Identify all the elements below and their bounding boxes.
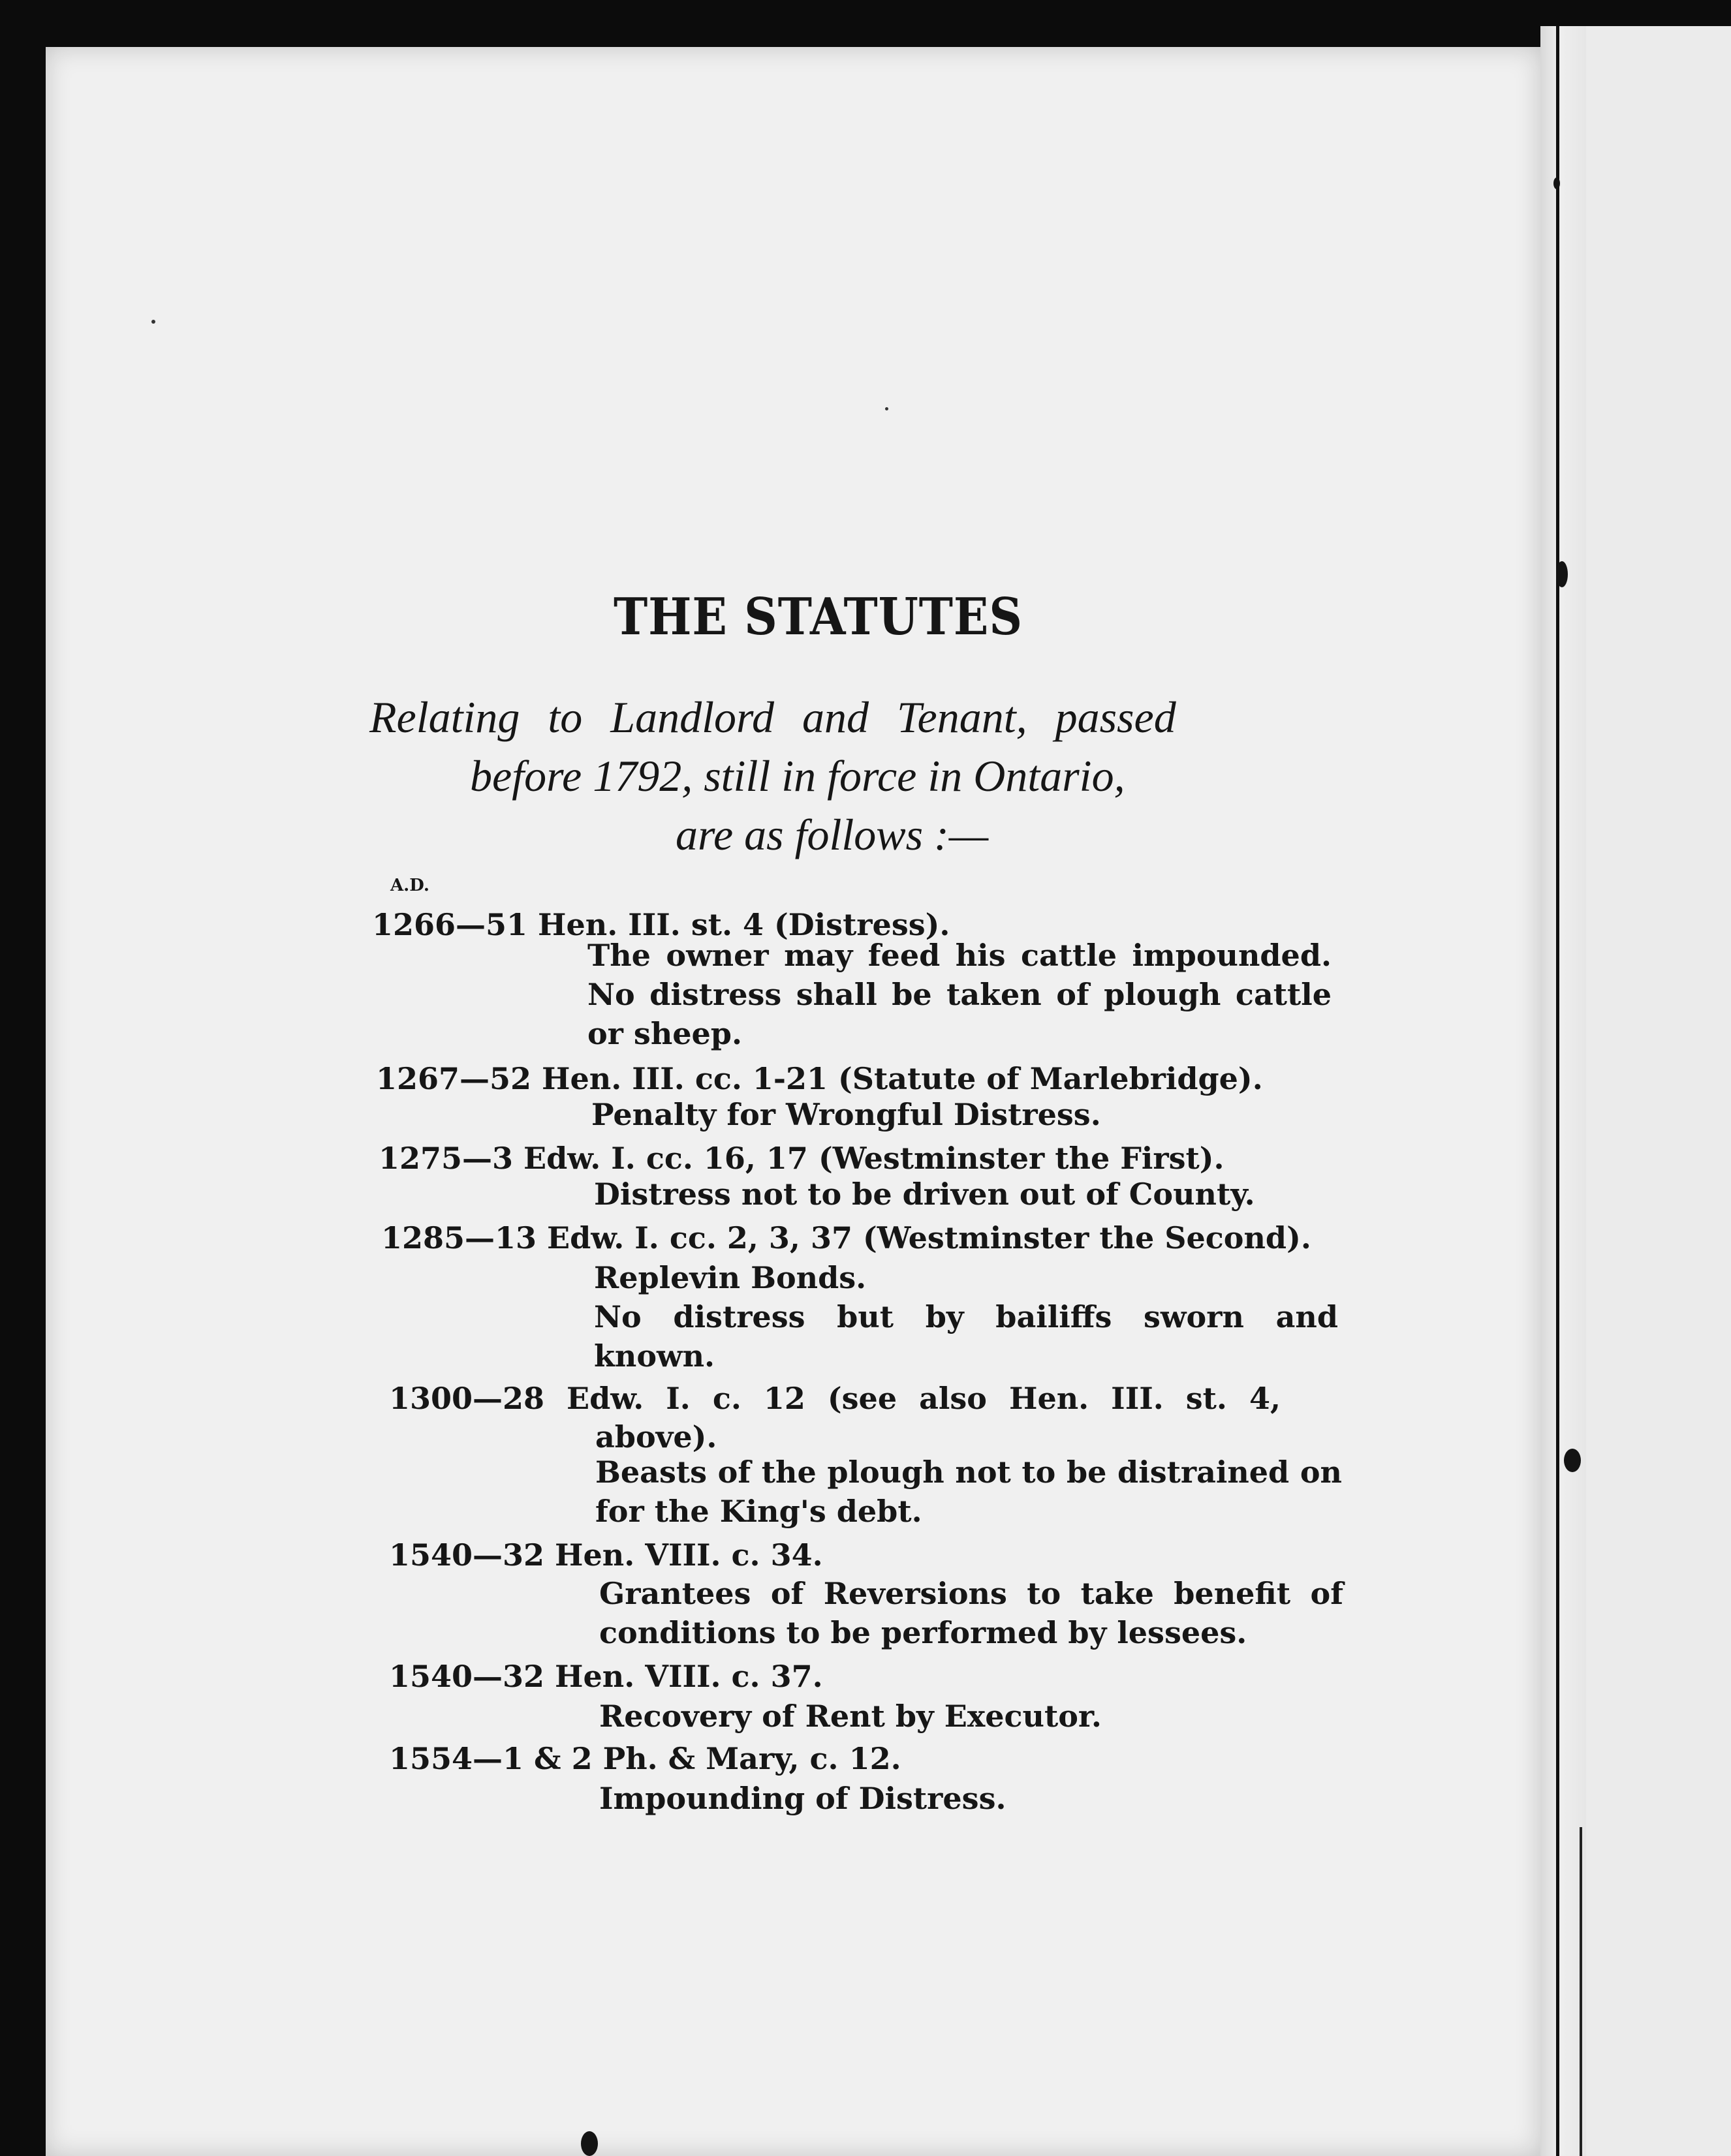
statute-heading: 1285—13 Edw. I. cc. 2, 3, 37 (Westminster the Second). bbox=[381, 1220, 1311, 1255]
binding-hole-mark bbox=[1564, 1449, 1581, 1472]
statute-note: Recovery of Rent by Executor. bbox=[599, 1699, 1102, 1734]
page-title: THE STATUTES bbox=[614, 587, 1023, 647]
statute-note: Grantees of Reversions to take benefit of conditions to be performed by lessees. bbox=[599, 1576, 1343, 1650]
dust-speck bbox=[151, 320, 155, 324]
statute-note: Distress not to be driven out of County. bbox=[594, 1177, 1255, 1212]
facing-page-edge bbox=[1586, 26, 1731, 2156]
subtitle-line-3: are as follows :— bbox=[676, 810, 989, 859]
statute-note: Impounding of Distress. bbox=[599, 1781, 1006, 1816]
statute-note: No distress but by bailiffs sworn and known. bbox=[594, 1299, 1338, 1374]
binding-hole-mark bbox=[581, 2131, 598, 2156]
era-label: A.D. bbox=[390, 876, 429, 895]
facing-page-rule bbox=[1580, 1827, 1582, 2156]
statute-note: Replevin Bonds. bbox=[594, 1260, 867, 1295]
binding-hole-mark bbox=[1556, 561, 1568, 587]
subtitle-line-1: Relating to Landlord and Tenant, passed bbox=[369, 692, 1176, 742]
statute-note: Penalty for Wrongful Distress. bbox=[591, 1097, 1101, 1132]
statute-heading: 1266—51 Hen. III. st. 4 (Distress). bbox=[372, 907, 950, 942]
subtitle-line-2: before 1792, still in force in Ontario, bbox=[470, 751, 1125, 801]
statute-note: Beasts of the plough not to be distrained on for the King's debt. bbox=[595, 1455, 1342, 1529]
statute-heading: 1300—28 Edw. I. c. 12 (see also Hen. III. st. 4, bbox=[389, 1381, 1281, 1416]
statute-heading: 1275—3 Edw. I. cc. 16, 17 (Westminster the First). bbox=[379, 1141, 1224, 1176]
dust-speck bbox=[885, 407, 888, 410]
statute-heading: 1267—52 Hen. III. cc. 1-21 (Statute of Marlebridge). bbox=[376, 1061, 1263, 1096]
statute-heading: 1540—32 Hen. VIII. c. 37. bbox=[389, 1659, 823, 1694]
statute-heading: 1540—32 Hen. VIII. c. 34. bbox=[389, 1537, 823, 1573]
statute-note: The owner may feed his cattle impounded. No distress shall be taken of plough cattle or sheep. bbox=[587, 938, 1332, 1051]
binding-hole-mark bbox=[1553, 177, 1560, 189]
binding-fold-line bbox=[1556, 26, 1559, 2156]
statute-heading: 1554—1 & 2 Ph. & Mary, c. 12. bbox=[389, 1741, 901, 1776]
statute-note: above). bbox=[595, 1419, 717, 1455]
